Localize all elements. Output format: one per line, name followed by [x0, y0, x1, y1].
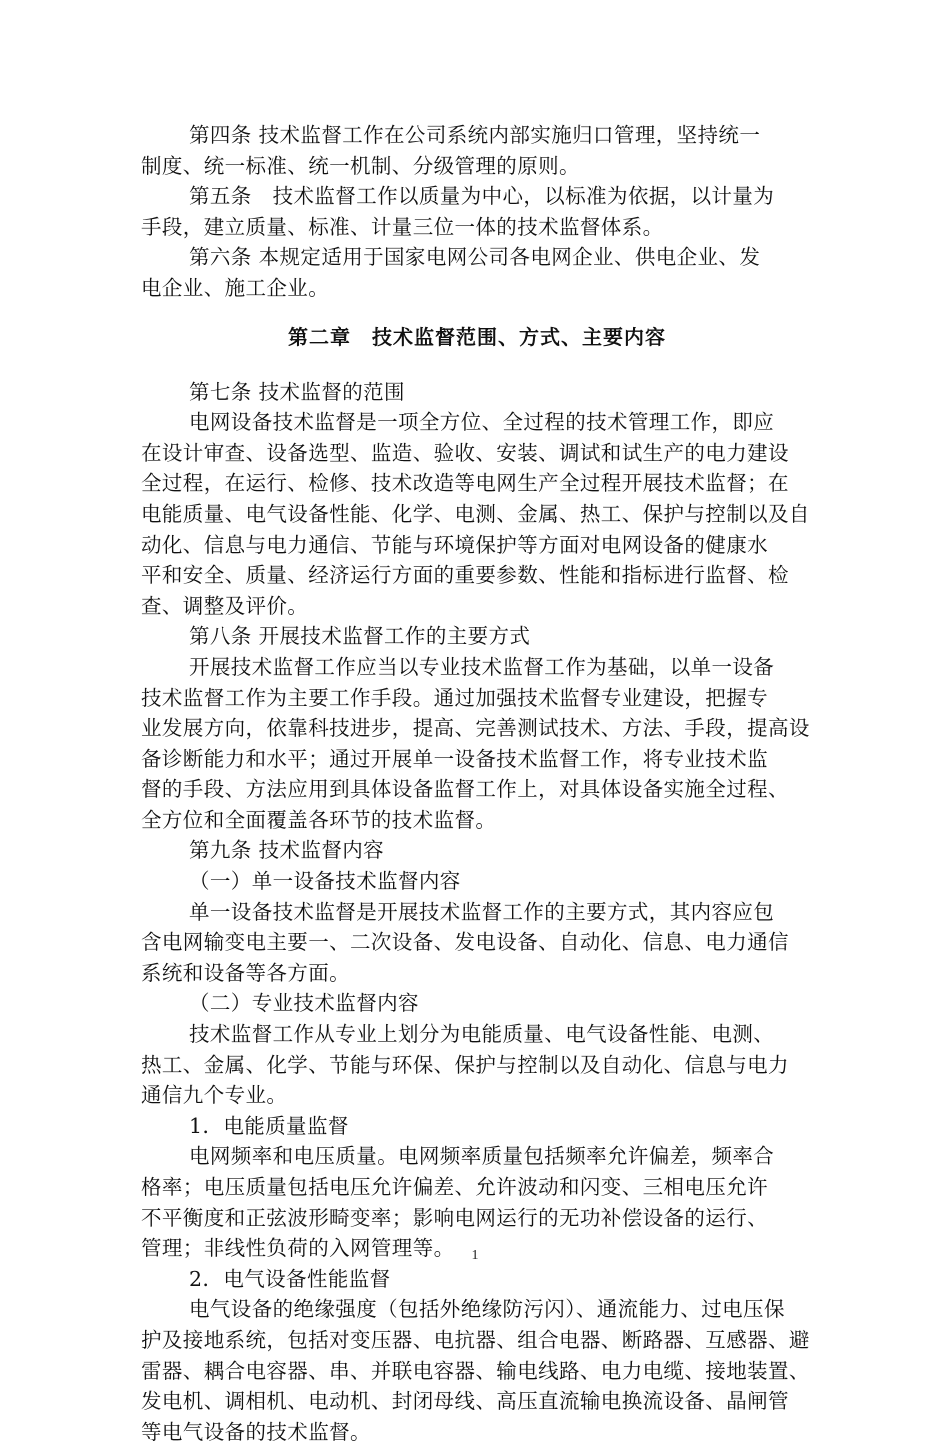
text-line: 电网频率和电压质量。电网频率质量包括频率允许偏差，频率合	[189, 1144, 775, 1169]
text-line: 在设计审查、设备选型、监造、验收、安装、调试和试生产的电力建设	[141, 440, 789, 465]
chapter-body	[141, 377, 813, 1447]
text-line: 第八条 开展技术监督工作的主要方式	[189, 624, 531, 649]
text-line: 手段，建立质量、标准、计量三位一体的技术监督体系。	[141, 214, 664, 239]
text-line: 查、调整及评价。	[141, 593, 309, 618]
text-line: 动化、信息与电力通信、节能与环境保护等方面对电网设备的健康水	[141, 532, 768, 557]
text-line: （一）单一设备技术监督内容	[189, 869, 461, 894]
text-line: （二）专业技术监督内容	[189, 991, 419, 1016]
text-line: 技术监督工作从专业上划分为电能质量、电气设备性能、电测、	[189, 1022, 775, 1047]
text-line: 电能质量、电气设备性能、化学、电测、金属、热工、保护与控制以及自	[141, 501, 810, 526]
text-line: 单一设备技术监督是开展技术监督工作的主要方式，其内容应包	[189, 899, 775, 924]
page-number: 1	[471, 1248, 479, 1263]
text-line: 开展技术监督工作应当以专业技术监督工作为基础，以单一设备	[189, 654, 775, 679]
text-line: 电企业、施工企业。	[141, 275, 330, 300]
text-line: 业发展方向，依靠科技进步，提高、完善测试技术、方法、手段，提高设	[141, 716, 810, 741]
text-line: 不平衡度和正弦波形畸变率；影响电网运行的无功补偿设备的运行、	[141, 1205, 768, 1230]
text-line: 第六条 本规定适用于国家电网公司各电网企业、供电企业、发	[189, 245, 761, 270]
text-line: 督的手段、方法应用到具体设备监督工作上，对具体设备实施全过程、	[141, 777, 789, 802]
text-line: 第七条 技术监督的范围	[189, 379, 405, 404]
text-line: 第九条 技术监督内容	[189, 838, 385, 863]
text-line: 全过程，在运行、检修、技术改造等电网生产全过程开展技术监督；在	[141, 471, 789, 496]
opening-articles	[141, 120, 813, 304]
text-line: 全方位和全面覆盖各环节的技术监督。	[141, 807, 497, 832]
text-line: 第四条 技术监督工作在公司系统内部实施归口管理，坚持统一	[189, 123, 761, 147]
text-line: 平和安全、质量、经济运行方面的重要参数、性能和指标进行监督、检	[141, 563, 789, 588]
text-line: 含电网输变电主要一、二次设备、发电设备、自动化、信息、电力通信	[141, 930, 789, 955]
text-line: 等电气设备的技术监督。	[141, 1419, 371, 1444]
text-line: 雷器、耦合电容器、串、并联电容器、输电线路、电力电缆、接地装置、	[141, 1358, 810, 1383]
text-line: 技术监督工作为主要工作手段。通过加强技术监督专业建设，把握专	[141, 685, 768, 710]
text-line: 护及接地系统，包括对变压器、电抗器、组合电器、断路器、互感器、避	[141, 1327, 810, 1352]
text-line: 热工、金属、化学、节能与环保、保护与控制以及自动化、信息与电力	[141, 1052, 789, 1077]
text-line: 电气设备的绝缘强度（包括外绝缘防污闪）、通流能力、过电压保	[189, 1297, 785, 1322]
text-line: 备诊断能力和水平；通过开展单一设备技术监督工作，将专业技术监	[141, 746, 768, 771]
text-line: 第五条 技术监督工作以质量为中心，以标准为依据，以计量为	[189, 184, 775, 209]
text-line: 系统和设备等各方面。	[141, 960, 350, 985]
text-line: 1．电能质量监督	[189, 1113, 349, 1138]
text-line: 通信九个专业。	[141, 1083, 288, 1108]
text-line: 管理；非线性负荷的入网管理等。	[141, 1236, 455, 1261]
text-line: 电网设备技术监督是一项全方位、全过程的技术管理工作，即应	[189, 410, 775, 435]
text-line: 发电机、调相机、电动机、封闭母线、高压直流输电换流设备、晶闸管	[141, 1389, 789, 1414]
text-line: 2．电气设备性能监督	[189, 1266, 391, 1291]
text-line: 格率；电压质量包括电压允许偏差、允许波动和闪变、三相电压允许	[141, 1175, 768, 1199]
chapter-heading: 第二章 技术监督范围、方式、主要内容	[288, 324, 666, 349]
text-line: 制度、统一标准、统一机制、分级管理的原则。	[141, 153, 580, 178]
